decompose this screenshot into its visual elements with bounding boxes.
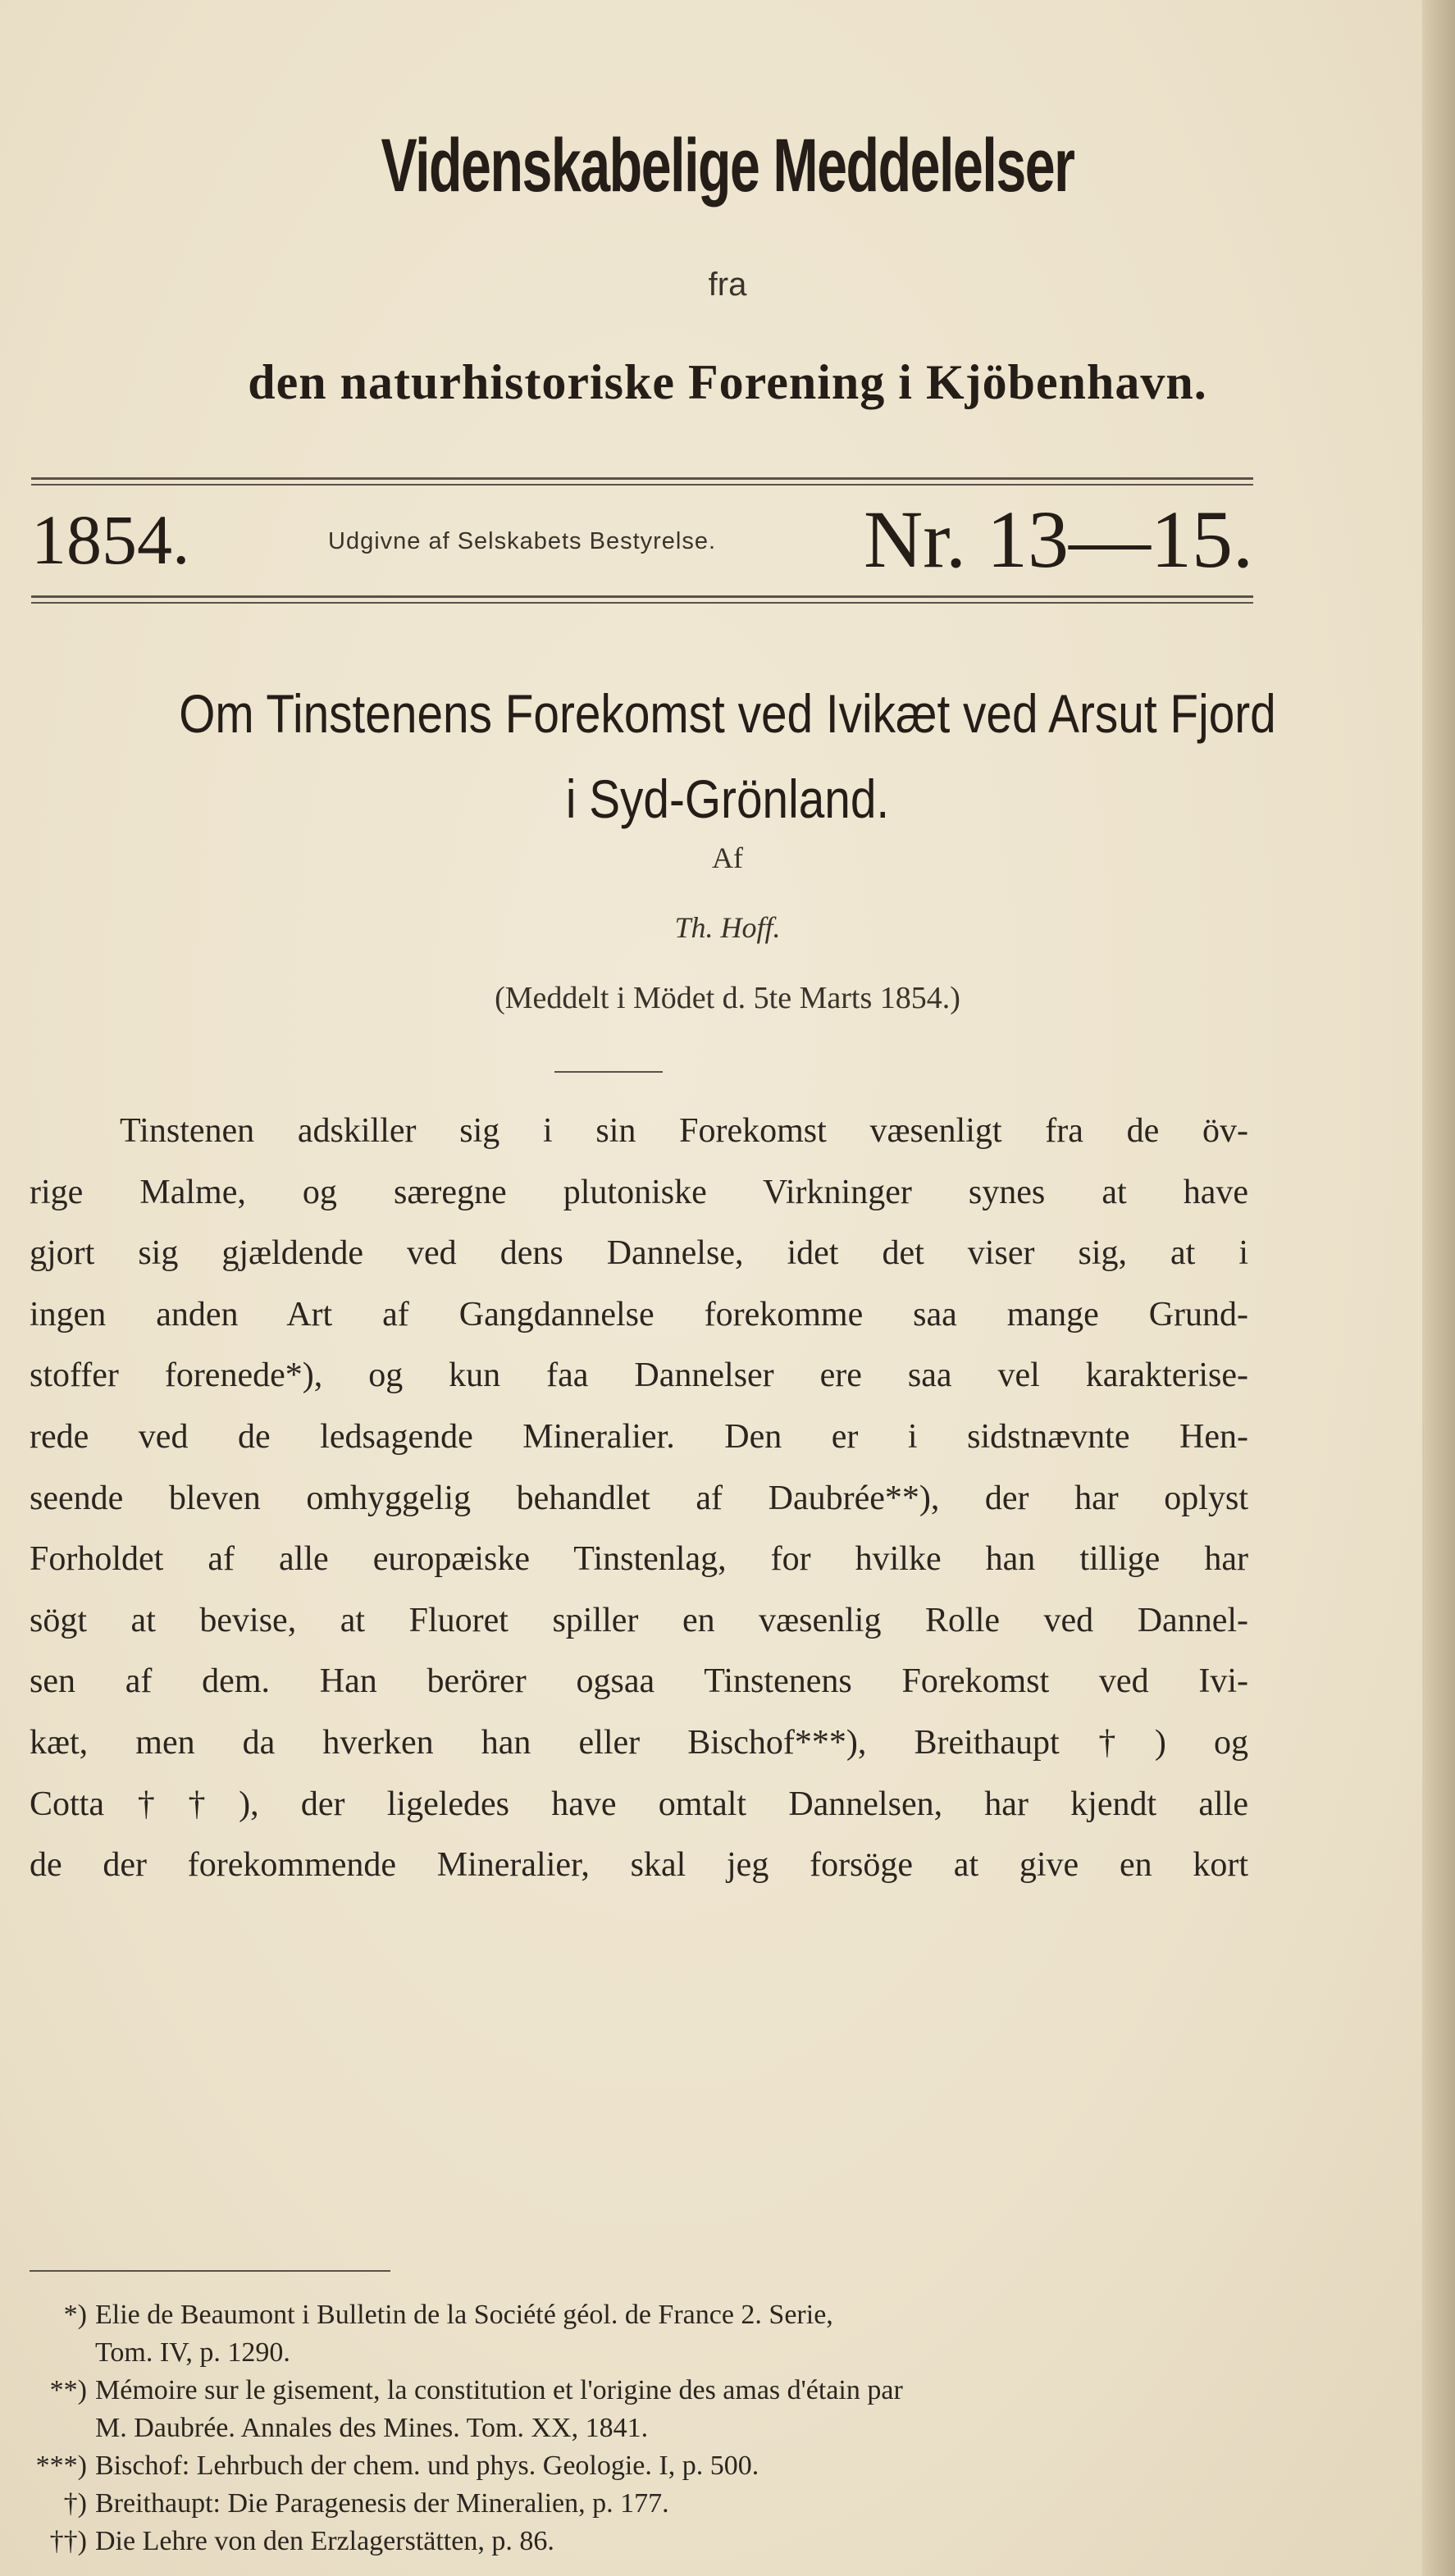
footnote-5 bbox=[30, 2523, 1252, 2560]
footnote-text: Mémoire sur le gisement, la constitution et l'origine des amas d'étain par bbox=[95, 2375, 903, 2405]
body-line: gjort sig gjældende ved dens Dannelse, idet det viser sig, at i bbox=[30, 1234, 1248, 1273]
issue-row bbox=[31, 494, 1253, 585]
footnote-4 bbox=[30, 2485, 1252, 2523]
footnote-marker: †) bbox=[63, 2488, 87, 2519]
footnotes bbox=[30, 2296, 1252, 2560]
footnote-marker: **) bbox=[49, 2375, 87, 2405]
footnote-1-cont: Tom. IV, p. 1290. bbox=[95, 2337, 290, 2368]
body-line: stoffer forenede*), og kun faa Dannelser ere saa vel karakterise- bbox=[30, 1356, 1248, 1395]
journal-subtitle-fra: fra bbox=[708, 267, 747, 303]
footnote-text: Breithaupt: Die Paragenesis der Mineralien, p. 177. bbox=[95, 2488, 669, 2519]
body-line: de der forekommende Mineralier, skal jeg forsöge at give en kort bbox=[30, 1846, 1248, 1885]
body-line: rede ved de ledsagende Mineralier. Den er i sidstnævnte Hen- bbox=[30, 1417, 1248, 1456]
footnote-marker: ***) bbox=[35, 2451, 87, 2481]
society-name: den naturhistoriske Forening i Kjöbenhavn. bbox=[248, 355, 1207, 409]
body-text bbox=[30, 1101, 1248, 1896]
article-title bbox=[102, 671, 1353, 841]
body-line: Forholdet af alle europæiske Tinstenlag, for hvilke han tillige har bbox=[30, 1540, 1248, 1579]
meeting-note: (Meddelt i Mödet d. 5te Marts 1854.) bbox=[495, 981, 960, 1015]
article-title-line-2: i Syd-Grönland. bbox=[565, 768, 890, 829]
body-line: sögt at bevise, at Fluoret spiller en væsenlig Rolle ved Dannel- bbox=[30, 1601, 1248, 1639]
body-line: ingen anden Art af Gangdannelse forekomme saa mange Grund- bbox=[30, 1295, 1248, 1334]
body-line: rige Malme, og særegne plutoniske Virkninger synes at have bbox=[30, 1173, 1248, 1211]
body-line: Tinstenen adskiller sig i sin Forekomst væsenligt fra de öv- bbox=[120, 1112, 1248, 1150]
footnote-marker: ††) bbox=[49, 2526, 87, 2556]
body-line: seende bleven omhyggelig behandlet af Daubrée**), der har oplyst bbox=[30, 1479, 1248, 1517]
footnote-text: Elie de Beaumont i Bulletin de la Société géol. de France 2. Serie, bbox=[95, 2300, 833, 2330]
issue-year: 1854. bbox=[31, 500, 190, 579]
journal-title: Videnskabelige Meddelelser bbox=[381, 124, 1074, 207]
publisher-line: Udgivne af Selskabets Bestyrelse. bbox=[328, 528, 717, 554]
body-line: sen af dem. Han berörer ogsaa Tinstenens Forekomst ved Ivi- bbox=[30, 1662, 1248, 1701]
footnote-3 bbox=[30, 2447, 1252, 2485]
article-title-line-1: Om Tinstenens Forekomst ved Ivikæt ved Arsut Fjord bbox=[179, 683, 1276, 744]
footnote-marker: *) bbox=[63, 2300, 87, 2330]
footnote-2 bbox=[30, 2372, 1252, 2410]
issue-number: Nr. 13—15. bbox=[864, 494, 1253, 585]
footnote-separator bbox=[30, 2270, 390, 2272]
footnote-2-cont: M. Daubrée. Annales des Mines. Tom. XX, 1841. bbox=[95, 2413, 649, 2443]
body-line: kæt, men da hverken han eller Bischof***), Breithaupt†) og bbox=[30, 1723, 1248, 1762]
footnote-text: Die Lehre von den Erzlagerstätten, p. 86. bbox=[95, 2526, 554, 2556]
footnote-1 bbox=[30, 2296, 1252, 2334]
header-rule-bottom bbox=[31, 595, 1253, 598]
body-line: Cotta††), der ligeledes have omtalt Dannelsen, har kjendt alle bbox=[30, 1785, 1248, 1823]
title-separator bbox=[554, 1071, 663, 1073]
header-rule-bottom-inner bbox=[31, 602, 1253, 604]
byline-af: Af bbox=[712, 841, 743, 874]
header-rule-top-inner bbox=[31, 484, 1253, 486]
footnote-text: Bischof: Lehrbuch der chem. und phys. Geologie. I, p. 500. bbox=[95, 2451, 759, 2481]
header-rule-top bbox=[31, 477, 1253, 480]
author-name: Th. Hoff. bbox=[674, 911, 781, 944]
